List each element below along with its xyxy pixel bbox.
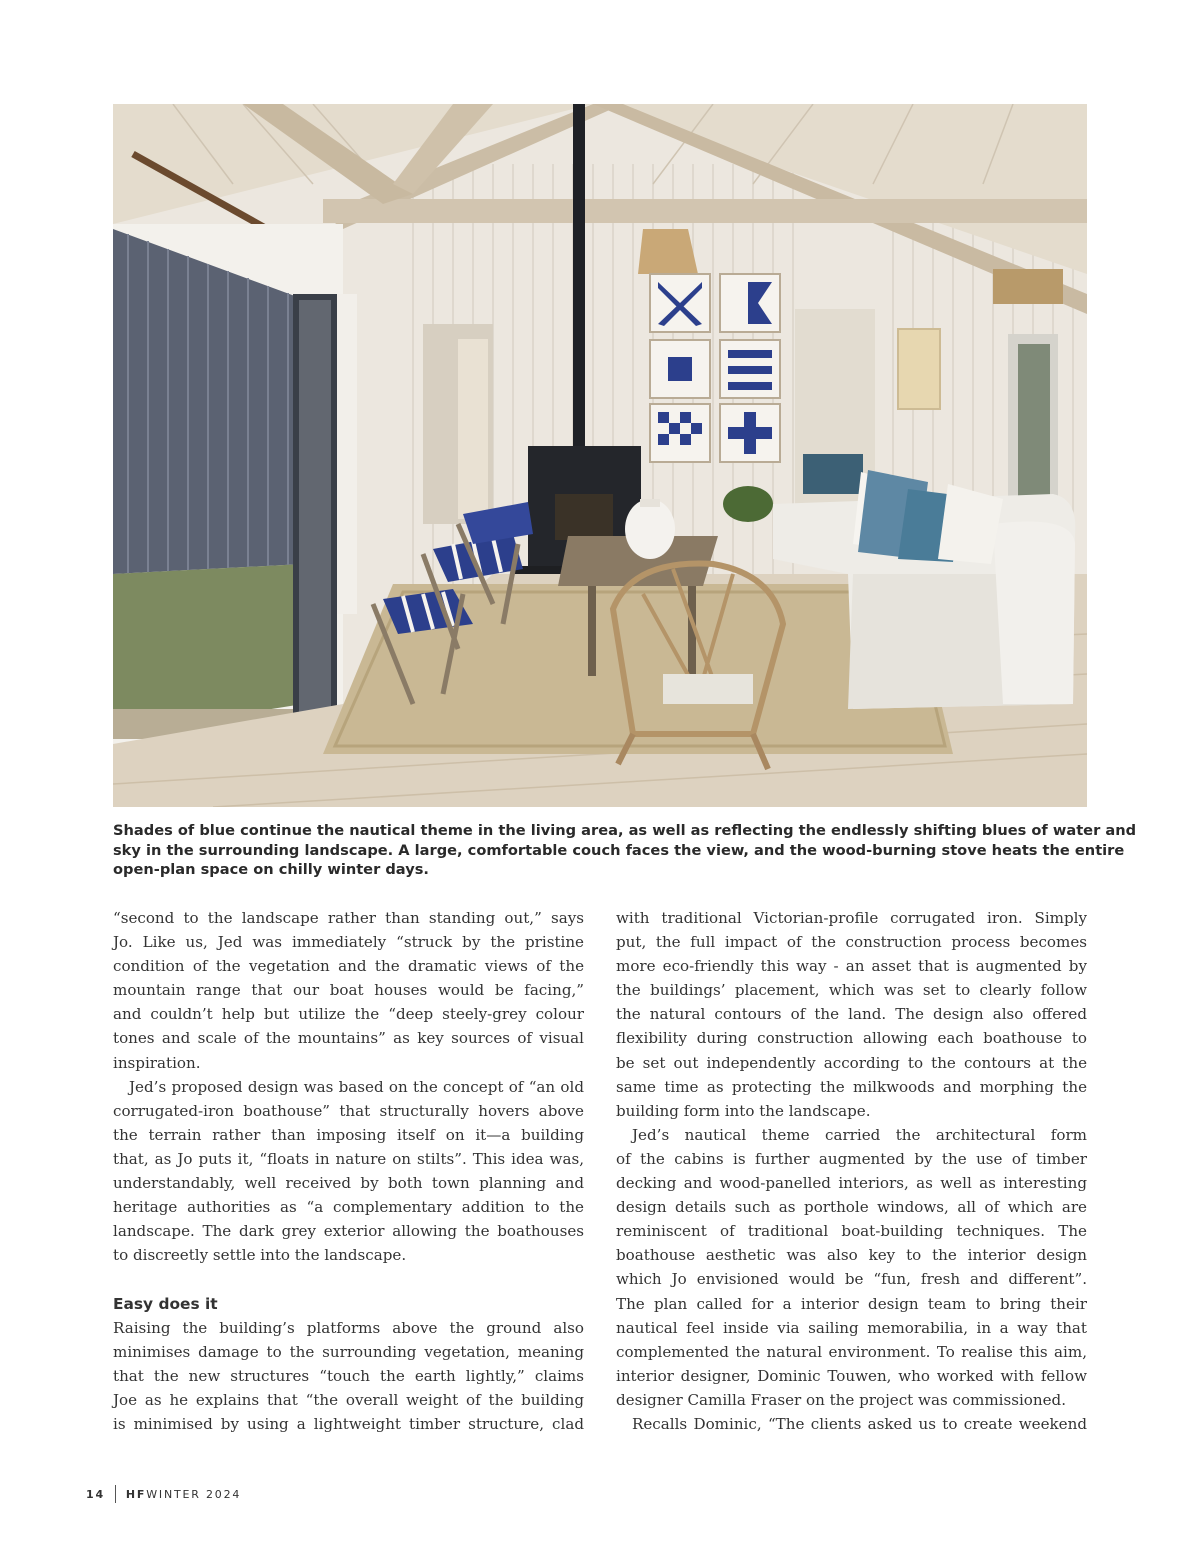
body-line: same time as protecting the milkwoods and morphing the (616, 1077, 1087, 1096)
body-line: building form into the landscape. (616, 1101, 871, 1120)
body-line: Jo. Like us, Jed was immediately “struck by the pristine (113, 933, 584, 952)
issue-label: WINTER 2024 (146, 1487, 242, 1501)
body-line: boathouse aesthetic was also key to the interior design (616, 1246, 1087, 1265)
magazine-logo: HF (125, 1487, 147, 1501)
body-line: Raising the building’s platforms above the ground also (113, 1318, 584, 1337)
body-line: the buildings’ placement, which was set to clearly follow (616, 981, 1087, 1000)
body-line: understandably, well received by both town planning and (113, 1174, 584, 1193)
caption-line: sky in the surrounding landscape. A large, comfortable couch faces the view, and the wood-burning stove heats the entire (113, 841, 1125, 859)
body-line: nautical feel inside via sailing memorabilia, in a way that (616, 1318, 1087, 1337)
body-line: to discreetly settle into the landscape. (113, 1246, 407, 1265)
footer-divider (115, 1485, 116, 1503)
caption-line: Shades of blue continue the nautical theme in the living area, as well as reflecting the endlessly shifting blues of water and (113, 822, 1137, 839)
body-line: reminiscent of traditional boat-building techniques. The (616, 1222, 1087, 1241)
body-line: “second to the landscape rather than standing out,” says (113, 909, 584, 927)
page-footer (86, 1485, 241, 1503)
body-line: mountain range that our boat houses would be facing,” (113, 981, 584, 1000)
body-line: with traditional Victorian-profile corrugated iron. Simply (616, 909, 1087, 927)
body-line: the natural contours of the land. The design also offered (616, 1005, 1087, 1024)
body-line: flexibility during construction allowing each boathouse to (616, 1029, 1087, 1048)
body-line: complemented the natural environment. To realise this aim, (616, 1342, 1087, 1361)
body-line: condition of the vegetation and the dramatic views of the (113, 957, 584, 976)
body-line: of the cabins is further augmented by the use of timber (616, 1149, 1087, 1168)
left-column (113, 906, 584, 1436)
body-line: interior designer, Dominic Touwen, who worked with fellow (616, 1366, 1087, 1385)
body-line: Jed’s nautical theme carried the architectural form (632, 1125, 1087, 1144)
body-line: corrugated-iron boathouse” that structurally hovers above (113, 1101, 584, 1120)
body-line: Joe as he explains that “the overall weight of the building (113, 1390, 584, 1409)
body-line: and couldn’t help but utilize the “deep steely-grey colour (113, 1005, 584, 1024)
body-line: which Jo envisioned would be “fun, fresh and different”. (616, 1270, 1087, 1289)
body-line: more eco-friendly this way - an asset that is augmented by (616, 957, 1087, 976)
body-line: that the new structures “touch the earth lightly,” claims (113, 1366, 584, 1385)
body-line: the terrain rather than imposing itself on it—a building (113, 1125, 584, 1144)
body-line: tones and scale of the mountains” as key sources of visual (113, 1029, 584, 1048)
living-room-photo (113, 104, 1087, 807)
body-line: put, the full impact of the construction process becomes (616, 933, 1087, 952)
body-line: is minimised by using a lightweight timber structure, clad (113, 1414, 584, 1433)
body-line: design details such as porthole windows, all of which are (616, 1198, 1087, 1217)
body-line: be set out independently according to the contours at the (616, 1053, 1087, 1072)
right-column (616, 906, 1087, 1436)
body-line: decking and wood-panelled interiors, as well as interesting (616, 1174, 1087, 1193)
caption-line: open-plan space on chilly winter days. (113, 861, 429, 879)
body-line: designer Camilla Fraser on the project was commissioned. (616, 1390, 1067, 1409)
body-line: The plan called for a interior design team to bring their (616, 1294, 1087, 1313)
body-line: heritage authorities as “a complementary addition to the (113, 1198, 584, 1217)
body-line: that, as Jo puts it, “floats in nature on stilts”. This idea was, (113, 1149, 584, 1168)
body-line: Recalls Dominic, “The clients asked us to create weekend (632, 1414, 1087, 1433)
body-line: landscape. The dark grey exterior allowing the boathouses (113, 1222, 584, 1241)
page-number: 14 (86, 1487, 105, 1501)
body-line: Jed’s proposed design was based on the concept of “an old (129, 1077, 584, 1096)
body-line: inspiration. (113, 1053, 201, 1072)
body-line: minimises damage to the surrounding vegetation, meaning (113, 1342, 584, 1361)
photo-caption (113, 821, 1137, 880)
section-subheading: Easy does it (113, 1294, 218, 1313)
